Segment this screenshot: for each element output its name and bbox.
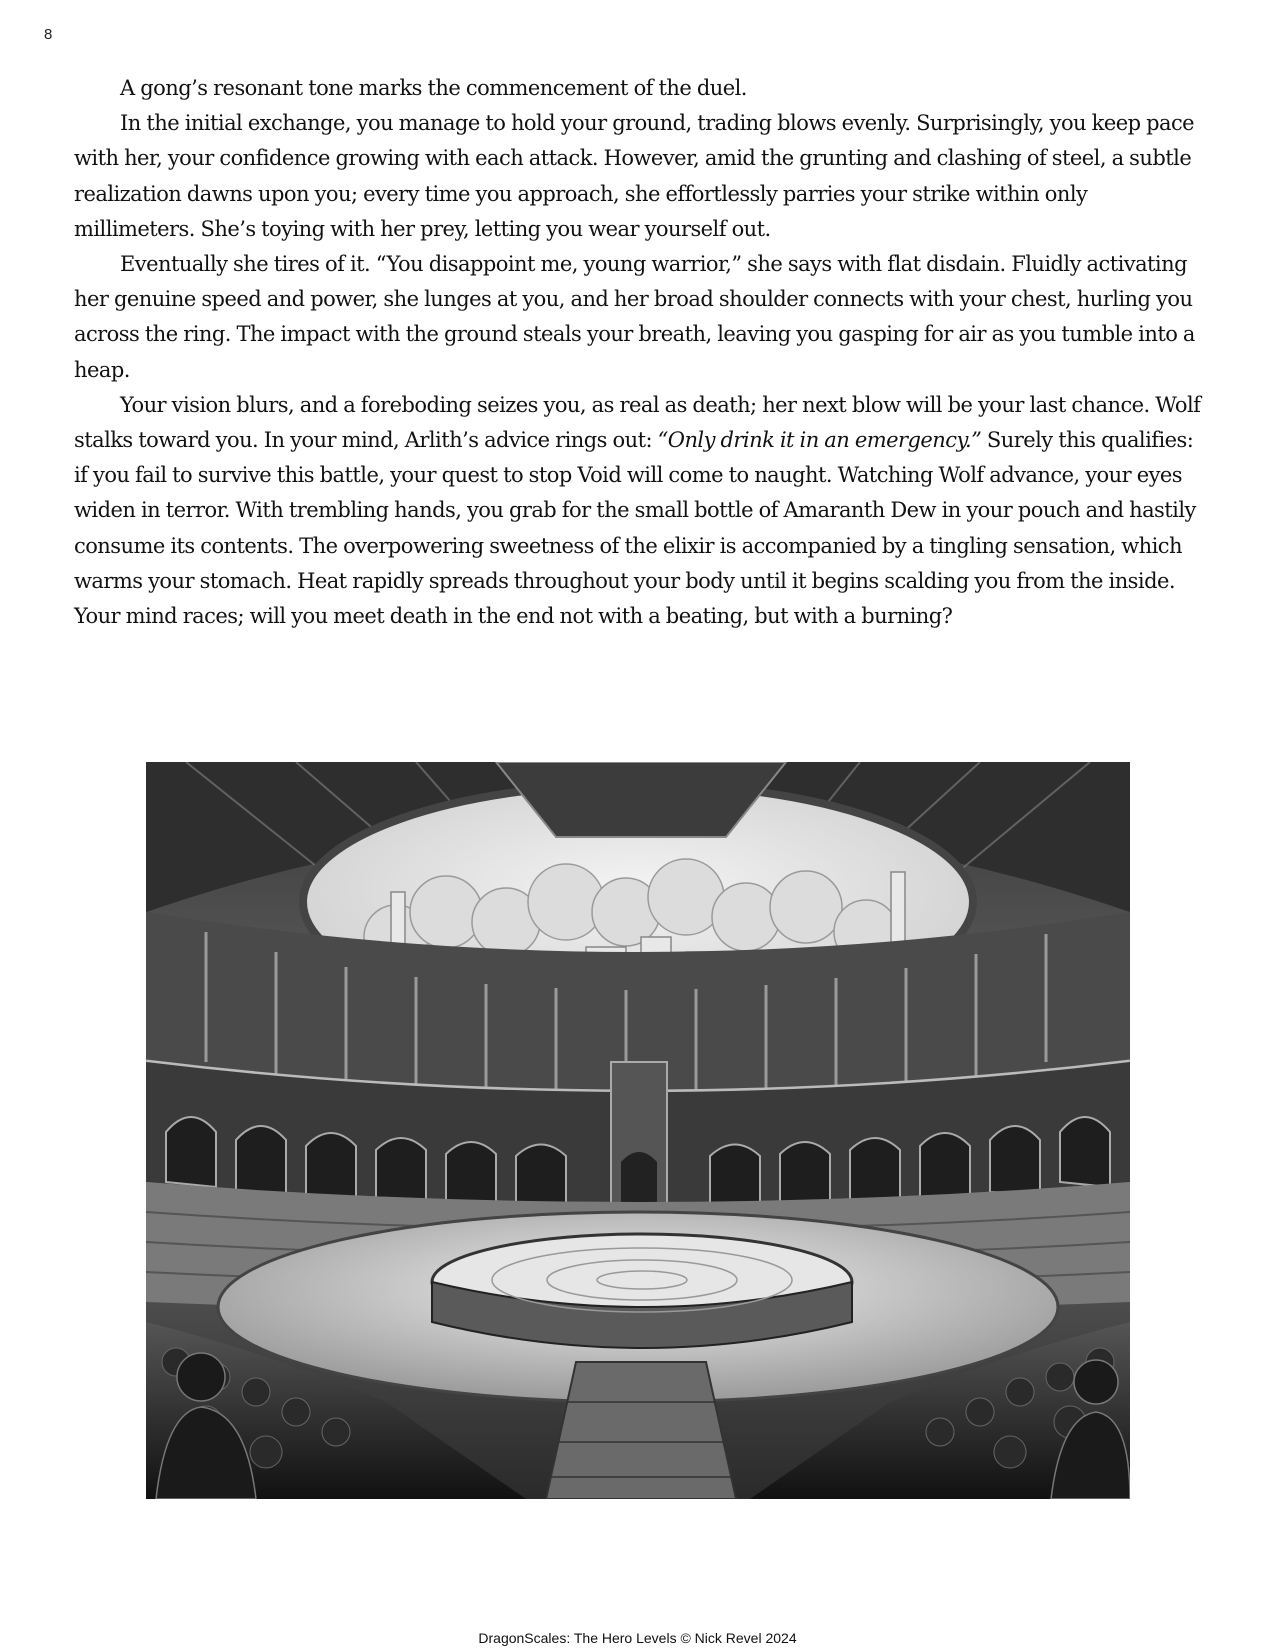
paragraph-4 [74,388,1206,634]
paragraph-4-start: Your vision blurs, and a foreboding seizes you, as real as death; her next blow will be your last chance. Wolf stalks toward you. In your mind, Arlith’s advice rings out: [74,392,1201,453]
page-number: 8 [44,26,53,43]
paragraph-3: Eventually she tires of it. “You disappoint me, young warrior,” she says with flat disdain. Fluidly activating her genuine speed and power, she lunges at you, and her broad shoulder connects with your chest, hurling you across the ring. The impact with the ground steals your breath, leaving you gasping for air as you tumble into a heap. [74,252,1195,382]
paragraph-2: In the initial exchange, you manage to hold your ground, trading blows evenly. Surprisingly, you keep pace with her, your confidence growing with each attack. However, amid the grunting and clashing of steel, a subtle realization dawns upon you; every time you approach, she effortlessly parries your strike within only millimeters. She’s toying with her prey, letting you wear yourself out. [74,111,1195,241]
paragraph-1: A gong’s resonant tone marks the commencement of the duel. [120,76,747,100]
arena-illustration [146,762,1130,1499]
arena-drawing [146,762,1130,1499]
story-text [74,71,1206,634]
arlith-quote: “Only drink it in an emergency.” [657,428,982,453]
page-footer: DragonScales: The Hero Levels © Nick Revel 2024 [478,1630,797,1646]
paragraph-4-end: Surely this qualifies: if you fail to survive this battle, your quest to stop Void will come to naught. Watching Wolf advance, your eyes widen in terror. With trembling hands, you grab for the small bottle of Amaranth Dew in your pouch and hastily consume its contents. The overpowering sweetness of the elixir is accompanied by a tingling sensation, which warms your stomach. Heat rapidly spreads throughout your body until it begins scalding you from the inside. Your mind races; will you meet death in the end not with a beating, but with a burning? [74,428,1196,629]
